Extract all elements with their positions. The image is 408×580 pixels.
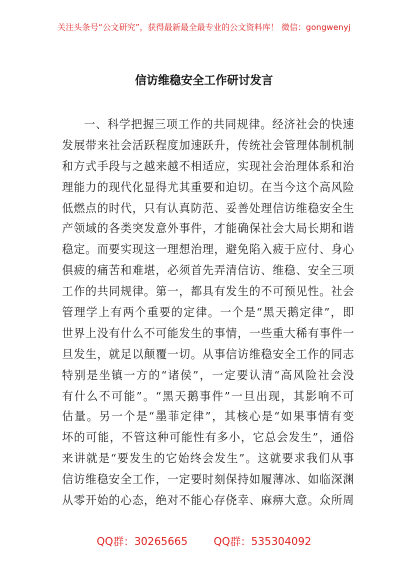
body-line: 和方式手段与之越来越不相适应，实现社会治理体系和治 bbox=[62, 159, 354, 173]
page-title: 信访维稳安全工作研讨发言 bbox=[135, 73, 273, 87]
body-line: 工作的共同规律。第一，都具有发生的不可预见性。社会 bbox=[62, 285, 354, 299]
body-line: 特别是坐镇一方的“诸侯”，一定要认清“高风险社会没 bbox=[62, 368, 354, 382]
body-line: 估量。另一个是“墨菲定律”，其核心是“如果事情有变 bbox=[62, 410, 354, 424]
body-line: 稳定。而要实现这一理想治理，避免陷入疲于应付、身心 bbox=[62, 243, 354, 257]
body-line: 俱疲的痛苦和难堪，必须首先弄清信访、维稳、安全三项 bbox=[62, 264, 354, 278]
body-line: 低燃点的时代，只有认真防范、妥善处理信访维稳安全生 bbox=[62, 201, 354, 215]
footer-banner bbox=[0, 534, 408, 549]
header-banner: 关注头条号“公文研究”，获得最新最全最专业的公文资料库！ 微信：gongwenyj bbox=[57, 22, 351, 32]
body-line: 信访维稳安全工作，一定要时刻保持如履薄冰、如临深渊 bbox=[62, 473, 354, 487]
body-line: 产领域的各类突发意外事件，才能确保社会大局长期和谐 bbox=[62, 222, 354, 236]
body-line: 一、科学把握三项工作的共同规律。经济社会的快速 bbox=[84, 118, 354, 131]
body-line: 管理学上有两个重要的定律。一个是“黑天鹅定律”，即 bbox=[62, 306, 354, 320]
body-line: 从零开始的心态，绝对不能心存侥幸、麻痹大意。众所周 bbox=[62, 494, 354, 508]
body-line: 坏的可能，不管这种可能性有多小，它总会发生”，通俗 bbox=[62, 431, 354, 445]
body-line: 发展带来社会活跃程度加速跃升，传统社会管理体制机制 bbox=[62, 138, 354, 152]
body-line: 世界上没有什么不可能发生的事情，一些重大稀有事件一 bbox=[62, 326, 354, 340]
footer-qq-group-2: QQ群：535304092 bbox=[213, 536, 312, 548]
footer-qq-group: QQ群：30265665 bbox=[96, 536, 188, 548]
body-line: 来讲就是“要发生的它始终会发生”。这就要求我们从事 bbox=[62, 452, 354, 466]
body-line: 旦发生，就足以颠覆一切。从事信访维稳安全工作的同志 bbox=[62, 347, 354, 361]
document-body bbox=[62, 115, 354, 512]
body-line: 理能力的现代化显得尤其重要和迫切。在当今这个高风险 bbox=[62, 180, 354, 194]
body-line: 有什么不可能”。“黑天鹅事件”一旦出现，其影响不可 bbox=[62, 389, 354, 403]
